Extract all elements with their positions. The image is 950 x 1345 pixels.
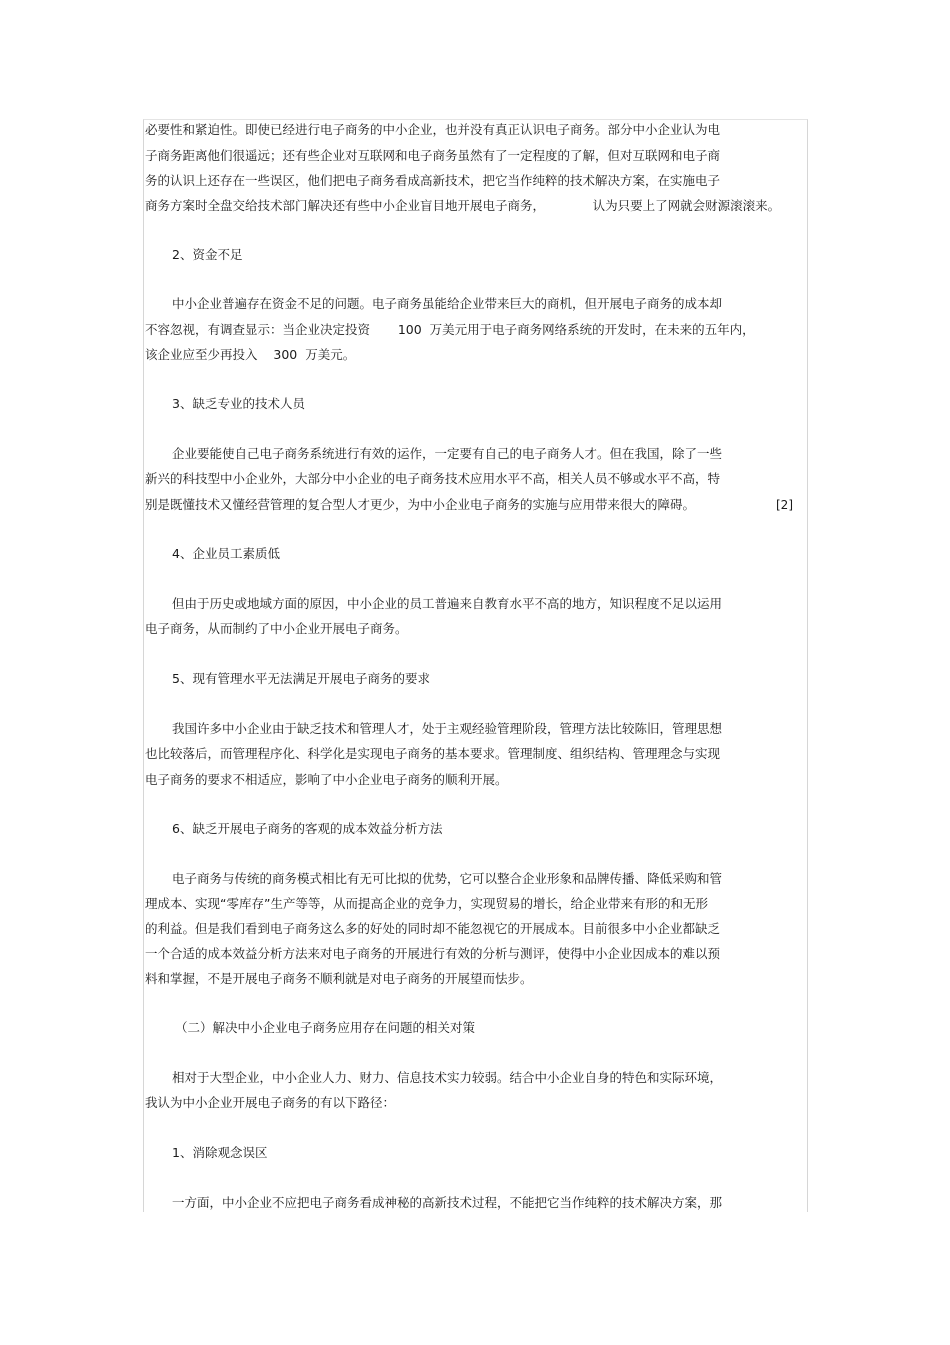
- section-heading: 1、消除观念误区: [172, 1145, 268, 1160]
- section-heading: 4、企业员工素质低: [172, 546, 280, 561]
- text-line: 也比较落后，而管理程序化、科学化是实现电子商务的基本要求。管理制度、组织结构、管理理念与实现: [145, 746, 721, 761]
- text-line: 料和掌握，不是开展电子商务不顺利就是对电子商务的开展望而怯步。: [145, 971, 533, 986]
- section-heading: 6、缺乏开展电子商务的客观的成本效益分析方法: [172, 821, 443, 836]
- text-line: 该企业应至少再投入 300 万美元。: [145, 347, 356, 362]
- text-line: 我认为中小企业开展电子商务的有以下路径：: [145, 1095, 396, 1110]
- text-line: 理成本、实现“零库存”生产等等，从而提高企业的竞争力，实现贸易的增长，给企业带来有形的和无形: [145, 896, 708, 911]
- text-line: 我国许多中小企业由于缺乏技术和管理人才，处于主观经验管理阶段，管理方法比较陈旧，管理思想: [172, 721, 723, 736]
- text-line: 但由于历史或地域方面的原因，中小企业的员工普遍来自教育水平不高的地方，知识程度不足以运用: [172, 596, 723, 611]
- text-line: 电子商务的要求不相适应，影响了中小企业电子商务的顺利开展。: [145, 772, 508, 787]
- text-line: 的利益。但是我们看到电子商务这么多的好处的同时却不能忽视它的开展成本。目前很多中小企业都缺乏: [145, 921, 721, 936]
- text-line: 新兴的科技型中小企业外，大部分中小企业的电子商务技术应用水平不高，相关人员不够或水平不高，特: [145, 471, 721, 486]
- page-frame: [143, 119, 808, 1212]
- section-heading: 2、资金不足: [172, 247, 243, 262]
- section-heading: 5、现有管理水平无法满足开展电子商务的要求: [172, 671, 430, 686]
- text-line: 务的认识上还存在一些误区，他们把电子商务看成高新技术，把它当作纯粹的技术解决方案，在实施电子: [145, 173, 721, 188]
- subsection-heading: （二）解决中小企业电子商务应用存在问题的相关对策: [175, 1020, 476, 1035]
- text-line: 不容忽视，有调查显示：当企业决定投资 100 万美元用于电子商务网络系统的开发时，在未来的五年内，: [145, 322, 755, 337]
- text-line: 商务方案时全盘交给技术部门解决还有些中小企业盲目地开展电子商务， 认为只要上了网就会财源滚滚来。: [145, 198, 781, 213]
- text-line: 一方面，中小企业不应把电子商务看成神秘的高新技术过程，不能把它当作纯粹的技术解决方案，那: [172, 1195, 723, 1210]
- text-line: 企业要能使自己电子商务系统进行有效的运作，一定要有自己的电子商务人才。但在我国，除了一些: [172, 446, 723, 461]
- text-line: 相对于大型企业，中小企业人力、财力、信息技术实力较弱。结合中小企业自身的特色和实际环境，: [172, 1070, 723, 1085]
- text-line: 子商务距离他们很遥远；还有些企业对互联网和电子商务虽然有了一定程度的了解，但对互联网和电子商: [145, 148, 721, 163]
- text-line: 电子商务，从而制约了中小企业开展电子商务。: [145, 621, 408, 636]
- text-line: 别是既懂技术又懂经营管理的复合型人才更少，为中小企业电子商务的实施与应用带来很大的障碍。: [145, 497, 696, 512]
- citation-reference: [2]: [776, 498, 793, 512]
- text-line: 电子商务与传统的商务模式相比有无可比拟的优势，它可以整合企业形象和品牌传播、降低采购和管: [172, 871, 723, 886]
- section-heading: 3、缺乏专业的技术人员: [172, 396, 305, 411]
- text-line: 中小企业普遍存在资金不足的问题。电子商务虽能给企业带来巨大的商机，但开展电子商务的成本却: [172, 296, 723, 311]
- text-line: 必要性和紧迫性。即使已经进行电子商务的中小企业，也并没有真正认识电子商务。部分中小企业认为电: [145, 122, 721, 137]
- text-line: 一个合适的成本效益分析方法来对电子商务的开展进行有效的分析与测评，使得中小企业因成本的难以预: [145, 946, 721, 961]
